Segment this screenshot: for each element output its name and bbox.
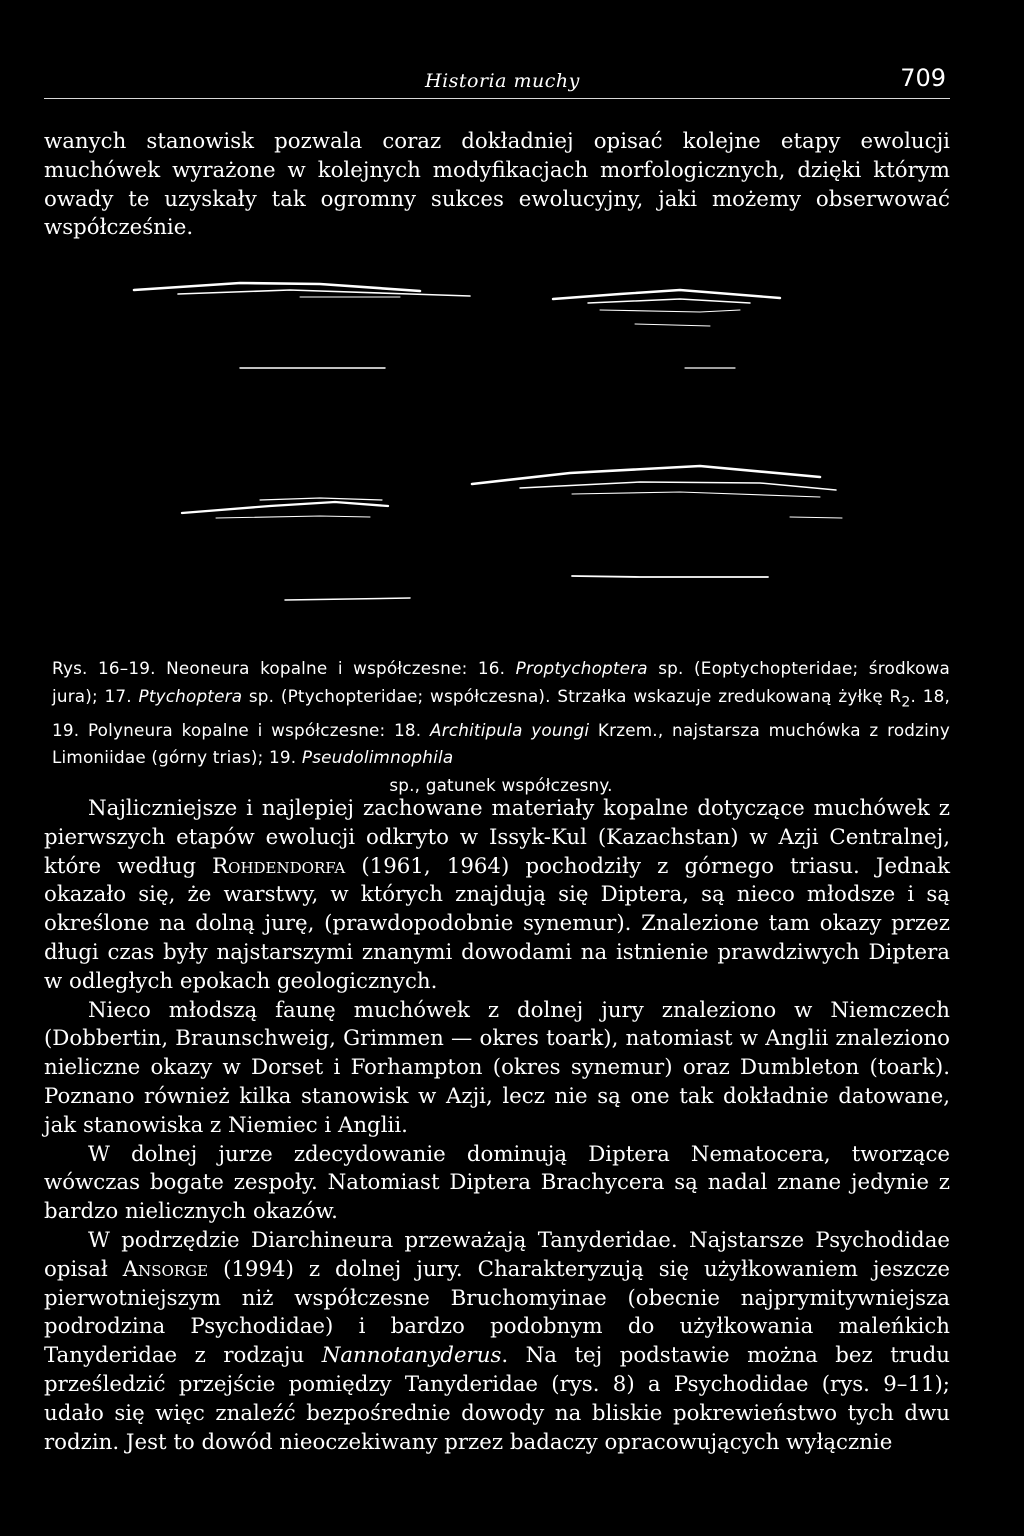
paragraph: Nieco młodszą faunę muchówek z dolnej jury znaleziono w Niemczech (Dobbertin, Braunschweig, Grimmen — okres toark), natomiast w Anglii znaleziono nieliczne okazy w Dorset i Forhampton (okres synemur) oraz Dumbleton (toark). Poznano również kilka stanowisk w Azji, lecz nie są one tak dokładnie datowane, jak stanowiska z Niemiec i Anglii. bbox=[44, 997, 950, 1138]
running-header bbox=[44, 64, 950, 99]
author-name: Rohdendorfa bbox=[212, 853, 346, 879]
caption-taxon: Pseudolimnophila bbox=[301, 747, 454, 768]
paragraph-text: W podrzędzie Diarchineura przeważają Tanyderidae. Najstarsze Psychodidae opisał bbox=[44, 1227, 950, 1282]
paragraph bbox=[44, 1227, 950, 1457]
author-name: Ansorge bbox=[122, 1256, 209, 1282]
wing-fig-19 bbox=[472, 466, 842, 577]
wing-fig-18 bbox=[182, 498, 410, 600]
paragraph: W dolnej jurze zdecydowanie dominują Diptera Nematocera, tworzące wówczas bogate zespoły. Natomiast Diptera Brachycera są nadal znane jedynie z bardzo nielicznych okazów. bbox=[44, 1141, 950, 1225]
paragraph-text: Najliczniejsze i najlepiej zachowane materiały kopalne dotyczące muchówek z pierwszych etapów ewolucji odkryto w Issyk-Kul (Kazachstan) w Azji Centralnej, które według bbox=[44, 796, 950, 879]
body-text bbox=[44, 795, 950, 1457]
wing-fig-17 bbox=[553, 290, 780, 368]
caption-text: sp. (Eoptychopteridae; środkowa jura); 17. bbox=[52, 658, 950, 706]
wing-figure-svg bbox=[120, 270, 860, 610]
page-number: 709 bbox=[900, 64, 946, 92]
wing-venation-figure bbox=[120, 270, 860, 610]
intro-paragraph: wanych stanowisk pozwala coraz dokładniej opisać kolejne etapy ewolucji muchówek wyrażone w kolejnych modyfikacjach morfologicznych, dzięki którym owady te uzyskały tak ogromny sukces ewolucyjny, jaki możemy obserwować współcześnie. bbox=[44, 129, 950, 241]
paragraph-text: . Na tej podstawie można bez trudu prześledzić przejście pomiędzy Tanyderidae (rys. 8) a Psychodidae (rys. 9–11); udało się więc znaleźć bezpośrednie dowody na bliskie pokrewieństwo tych dwu rodzin. Jest to dowód nieoczekiwany przez badaczy opracowujących wyłącznie bbox=[44, 1343, 950, 1455]
caption-text: Rys. 16–19. Neoneura kopalne i współczesne: 16. bbox=[52, 658, 516, 678]
intro-paragraph-block bbox=[44, 128, 950, 243]
caption-taxon: Architipula youngi bbox=[430, 719, 590, 740]
caption-text: sp. (Ptychopteridae; współczesna). Strzałka wskazuje zredukowaną żyłkę R bbox=[242, 685, 902, 706]
caption-taxon: Ptychoptera bbox=[138, 685, 243, 706]
genus-name: Nannotanyderus bbox=[321, 1343, 502, 1369]
paragraph bbox=[44, 795, 950, 997]
running-title: Historia muchy bbox=[425, 70, 580, 92]
caption-text: Krzem., najstarsza muchówka z rodziny Limoniidae (górny trias); 19. bbox=[52, 719, 950, 768]
figure-caption bbox=[52, 655, 950, 800]
caption-text: . 18, 19. Polyneura kopalne i współczesne: 18. bbox=[52, 685, 950, 740]
paragraph-text: (1994) z dolnej jury. Charakteryzują się użyłkowaniem jeszcze pierwotniejszym niż współczesne Bruchomyinae (obecnie najprymitywniejsza podrodzina Psychodidae) i bardzo podobnym do użyłkowania maleńkich Tanyderidae z rodzaju bbox=[44, 1256, 950, 1369]
caption-taxon: Proptychoptera bbox=[515, 658, 648, 678]
caption-subscript: 2 bbox=[901, 694, 911, 711]
caption-last-line: sp., gatunek współczesny. bbox=[389, 775, 613, 796]
wing-fig-16 bbox=[134, 283, 470, 368]
paragraph-text: (1961, 1964) pochodziły z górnego triasu. Jednak okazało się, że warstwy, w których znajdują się Diptera, są nieco młodsze i są określone na dolną jurę, (prawdopodobnie synemur). Znalezione tam okazy przez długi czas były najstarszymi znanymi dowodami na istnienie prawdziwych Diptera w odległych epokach geologicznych. bbox=[44, 853, 950, 994]
